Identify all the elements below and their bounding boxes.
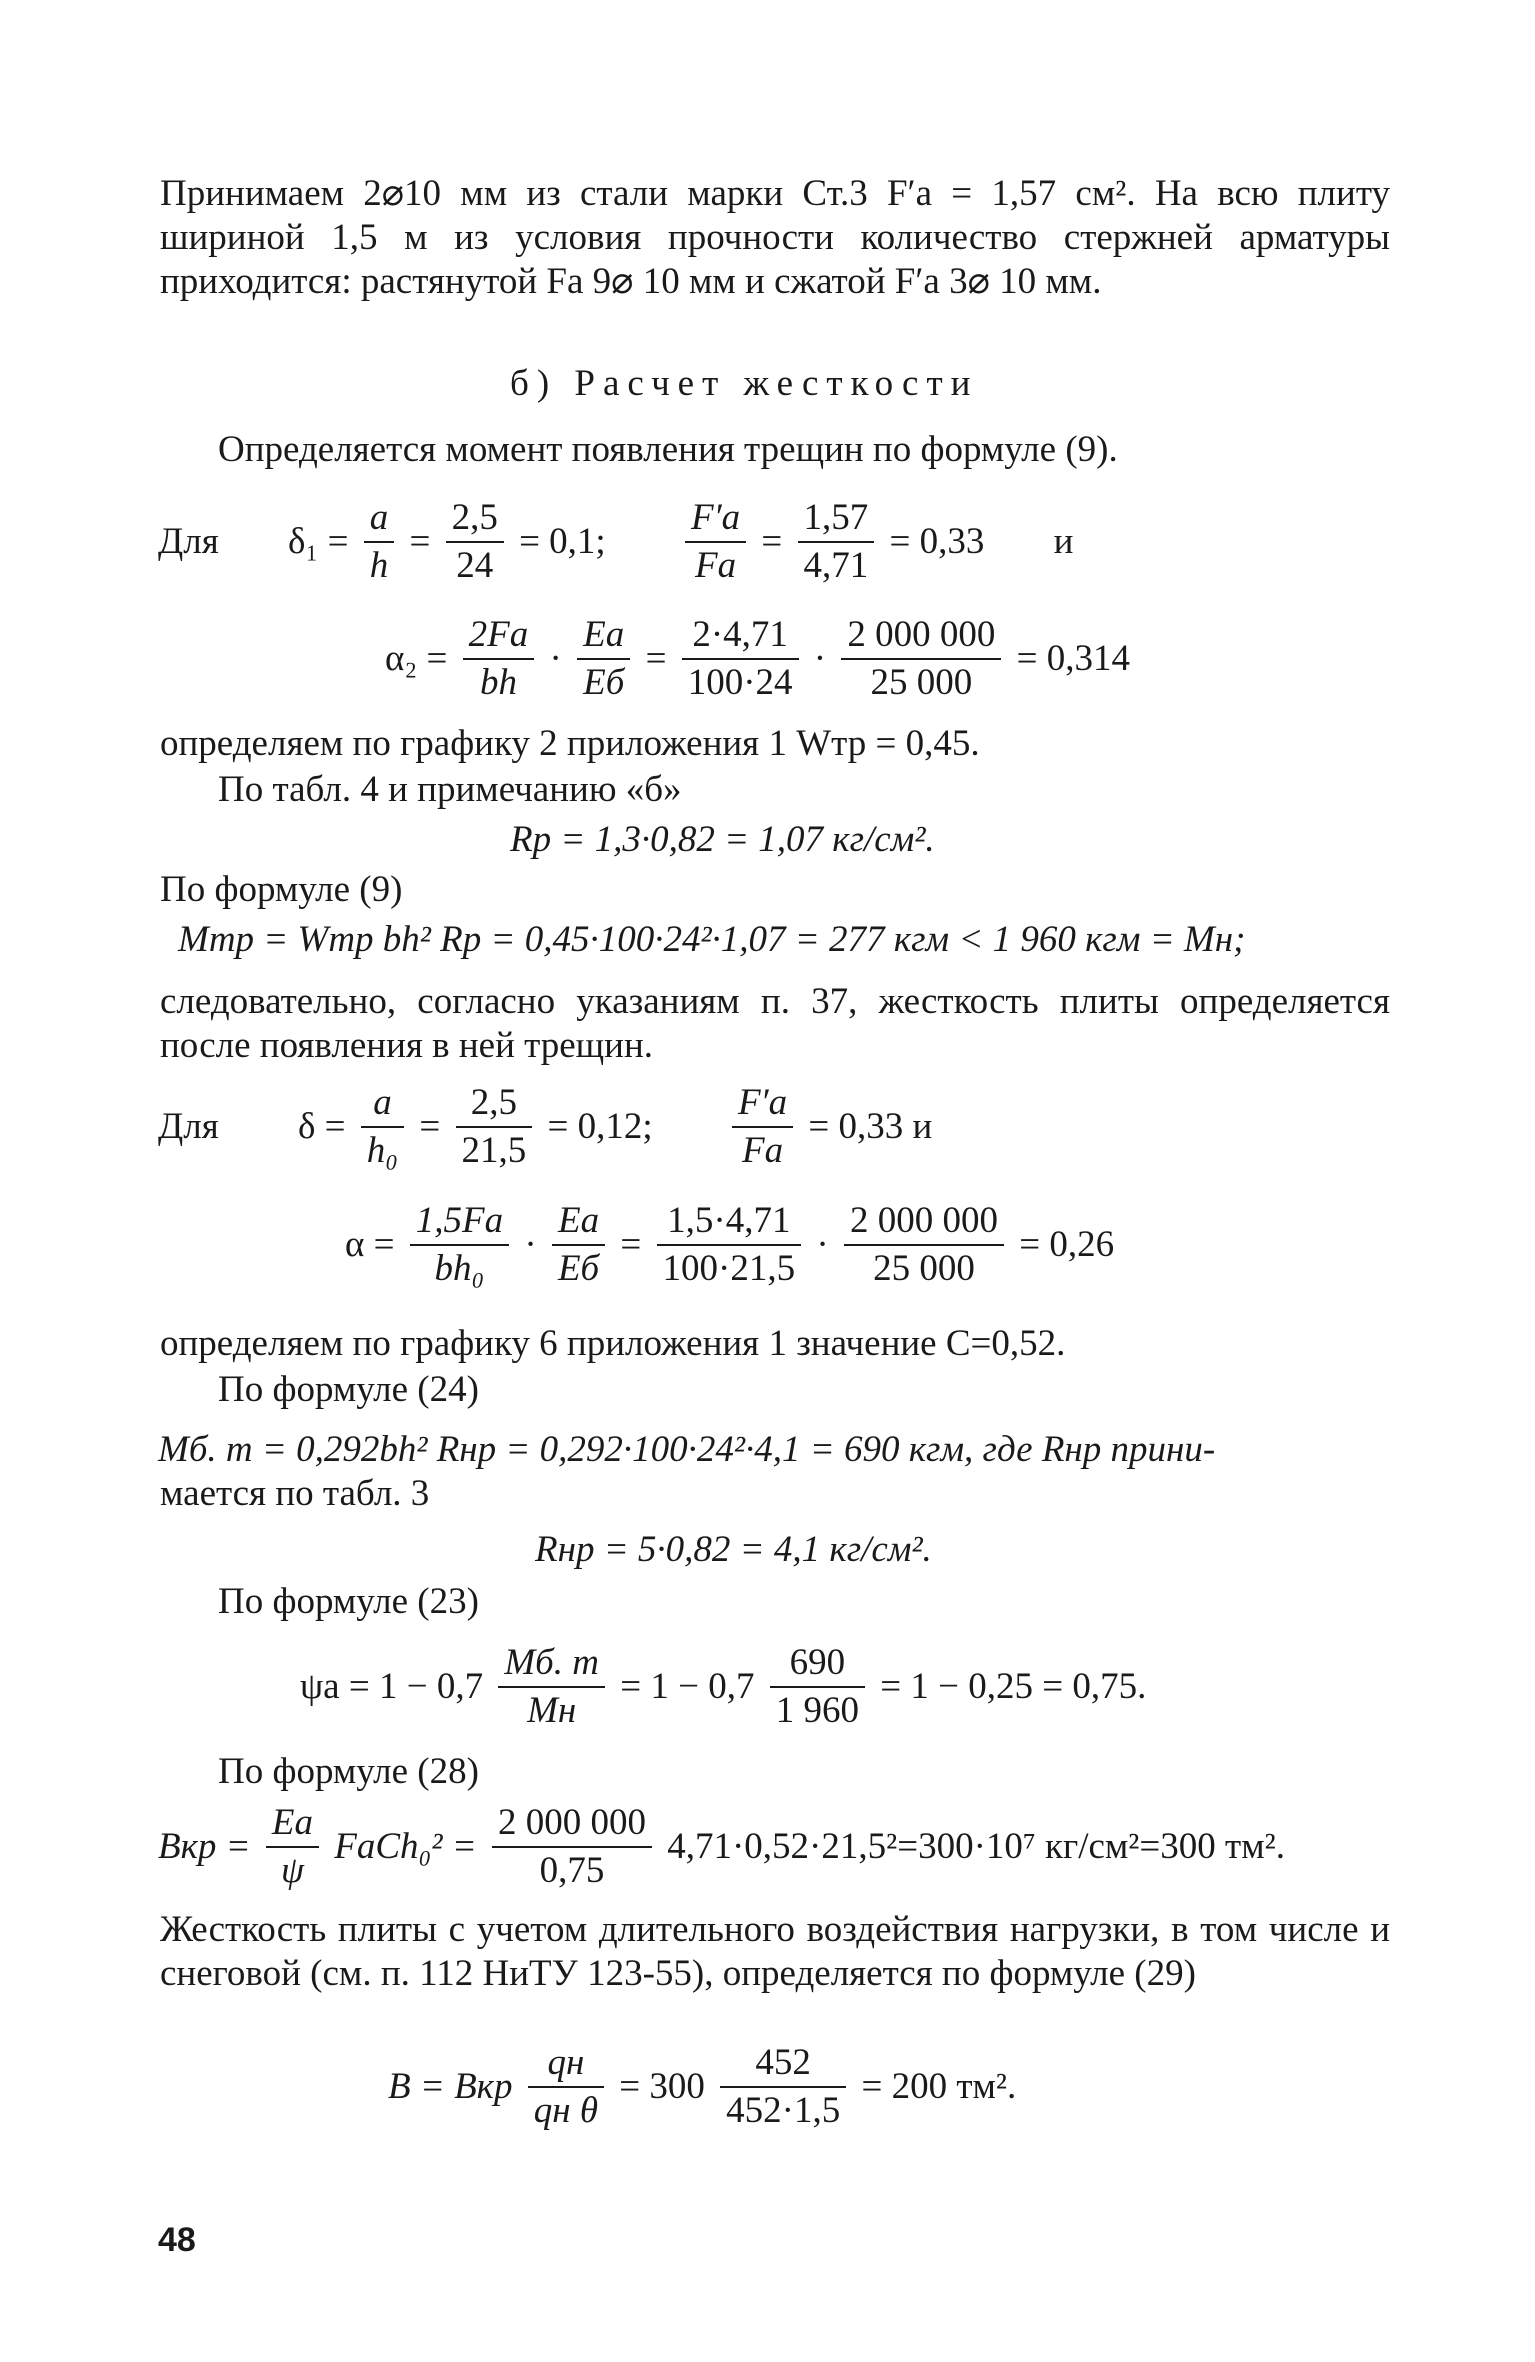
fraction: $\frac{a}{h}$ — [364, 495, 395, 589]
fraction: $\frac{1,5\cdot 4,71}{100\cdot 21,5}$ — [657, 1198, 802, 1292]
graph-line-2: определяем по графику 6 приложения 1 значение C=0,52. — [160, 1323, 1066, 1364]
page-number: 48 — [158, 2221, 196, 2259]
equation-alpha: α = $\frac{1,5Fа}{\text{bh₀}}$ · $\frac{Eа}{Eб}$ = $\frac{1,5\cdot 4,71}{100\cdot 21,5}$ · $\frac{2 000 000}{25 000}$ = 0,26 — [345, 1198, 1114, 1292]
section-heading: б) Расчет жесткости — [510, 363, 979, 404]
equation-bkr: Bкр = $\frac{Eа}{\psi}$ FаCh₀² = $\frac{2 000 000}{0,75}$ 4,71·0,52·21,5²=300·10⁷ кг/см²=300 тм². — [158, 1800, 1285, 1894]
fraction: $\frac{690}{1 960}$ — [770, 1640, 865, 1734]
mbt-line: Mб. т = 0,292bh² Rнр = 0,292·100·24²·4,1 = 690 кгм, где Rнр прини- — [158, 1429, 1216, 1470]
rp-line: Rр = 1,3·0,82 = 1,07 кг/см². — [510, 819, 935, 860]
fraction: $\frac{qн}{\text{qн θ}}$ — [528, 2040, 604, 2134]
rpn-line: Rнр = 5·0,82 = 4,1 кг/см². — [535, 1529, 932, 1570]
equation-b: B = Bкр $\frac{qн}{\text{qн θ}}$ = 300 $\frac{452}{452\cdot 1,5}$ = 200 тм². — [388, 2040, 1016, 2134]
fraction: $\frac{2,5}{21,5}$ — [456, 1080, 533, 1174]
moment-line: Определяется момент появления трещин по формуле (9). — [218, 429, 1118, 470]
fraction: $\frac{Eа}{Eб}$ — [552, 1198, 605, 1292]
longterm-paragraph: Жесткость плиты с учетом длительного воздействия нагрузки, в том числе и снеговой (см. п. 112 НиТУ 123-55), определяется по формуле (29) — [160, 1909, 1390, 1994]
equation-delta: Для δ = $\frac{a}{\text{h₀}}$ = $\frac{2,5}{21,5}$ = 0,12; $\frac{F'а}{Fа}$ = 0,33 и — [158, 1080, 932, 1174]
fraction: $\frac{2 000 000}{0,75}$ — [492, 1800, 652, 1894]
eq-lhs: δ₁ = — [287, 521, 349, 562]
mbt-continuation: мается по табл. 3 — [160, 1473, 430, 1514]
fraction: $\frac{2,5}{24}$ — [446, 495, 504, 589]
fraction: $\frac{1,5Fа}{\text{bh₀}}$ — [410, 1198, 509, 1292]
equation-delta1: Для δ₁ = $\frac{a}{h}$ = $\frac{2,5}{24}$ = 0,1; $\frac{F'а}{Fа}$ = $\frac{1,57}{4,71}$ = 0,33 и — [158, 495, 1073, 589]
fraction: $\frac{Eа}{Eб}$ — [577, 612, 630, 706]
fraction: $\frac{2Fа}{bh}$ — [463, 612, 535, 706]
fraction: $\frac{1,57}{4,71}$ — [798, 495, 875, 589]
formula-24-label: По формуле (24) — [218, 1369, 479, 1410]
equation-alpha2: α₂ = $\frac{2Fа}{bh}$ · $\frac{Eа}{Eб}$ = $\frac{2\cdot 4,71}{100\cdot 24}$ · $\frac{2 000 000}{25 000}$ = 0,314 — [385, 612, 1130, 706]
formula-28-label: По формуле (28) — [218, 1751, 479, 1792]
graph-line-1: определяем по графику 2 приложения 1 Wтр = 0,45. — [160, 723, 980, 764]
fraction: $\frac{a}{\text{h₀}}$ — [361, 1080, 404, 1174]
rigidity-paragraph: следовательно, согласно указаниям п. 37, жесткость плиты определяется после появления в ней трещин. — [160, 981, 1390, 1066]
formula-9-label: По формуле (9) — [160, 869, 403, 910]
equation-psi: ψа = 1 − 0,7 $\frac{Mб. т}{Mн}$ = 1 − 0,7 $\frac{690}{1 960}$ = 1 − 0,25 = 0,75. — [300, 1640, 1146, 1734]
fraction: $\frac{F'а}{Fа}$ — [732, 1080, 793, 1174]
for-word: Для — [158, 521, 219, 562]
fraction: $\frac{2\cdot 4,71}{100\cdot 24}$ — [682, 612, 799, 706]
fraction: $\frac{F'а}{Fа}$ — [685, 495, 746, 589]
intro-paragraph: Принимаем 2⌀10 мм из стали марки Ст.3 F′а = 1,57 см². На всю плиту шириной 1,5 м из условия прочности количество стержней арматуры приходится: растянутой Fа 9⌀ 10 мм и сжатой F′а 3⌀ 10 мм. — [160, 173, 1390, 302]
table-line: По табл. 4 и примечанию «б» — [218, 769, 682, 810]
mtr-line: Mтр = Wтр bh² Rр = 0,45·100·24²·1,07 = 277 кгм < 1 960 кгм = Mн; — [178, 919, 1246, 960]
fraction: $\frac{2 000 000}{25 000}$ — [841, 612, 1001, 706]
formula-23-label: По формуле (23) — [218, 1581, 479, 1622]
fraction: $\frac{Mб. т}{Mн}$ — [498, 1640, 605, 1734]
fraction: $\frac{2 000 000}{25 000}$ — [844, 1198, 1004, 1292]
fraction: $\frac{452}{452\cdot 1,5}$ — [720, 2040, 846, 2134]
fraction: $\frac{Eа}{\psi}$ — [266, 1800, 319, 1894]
